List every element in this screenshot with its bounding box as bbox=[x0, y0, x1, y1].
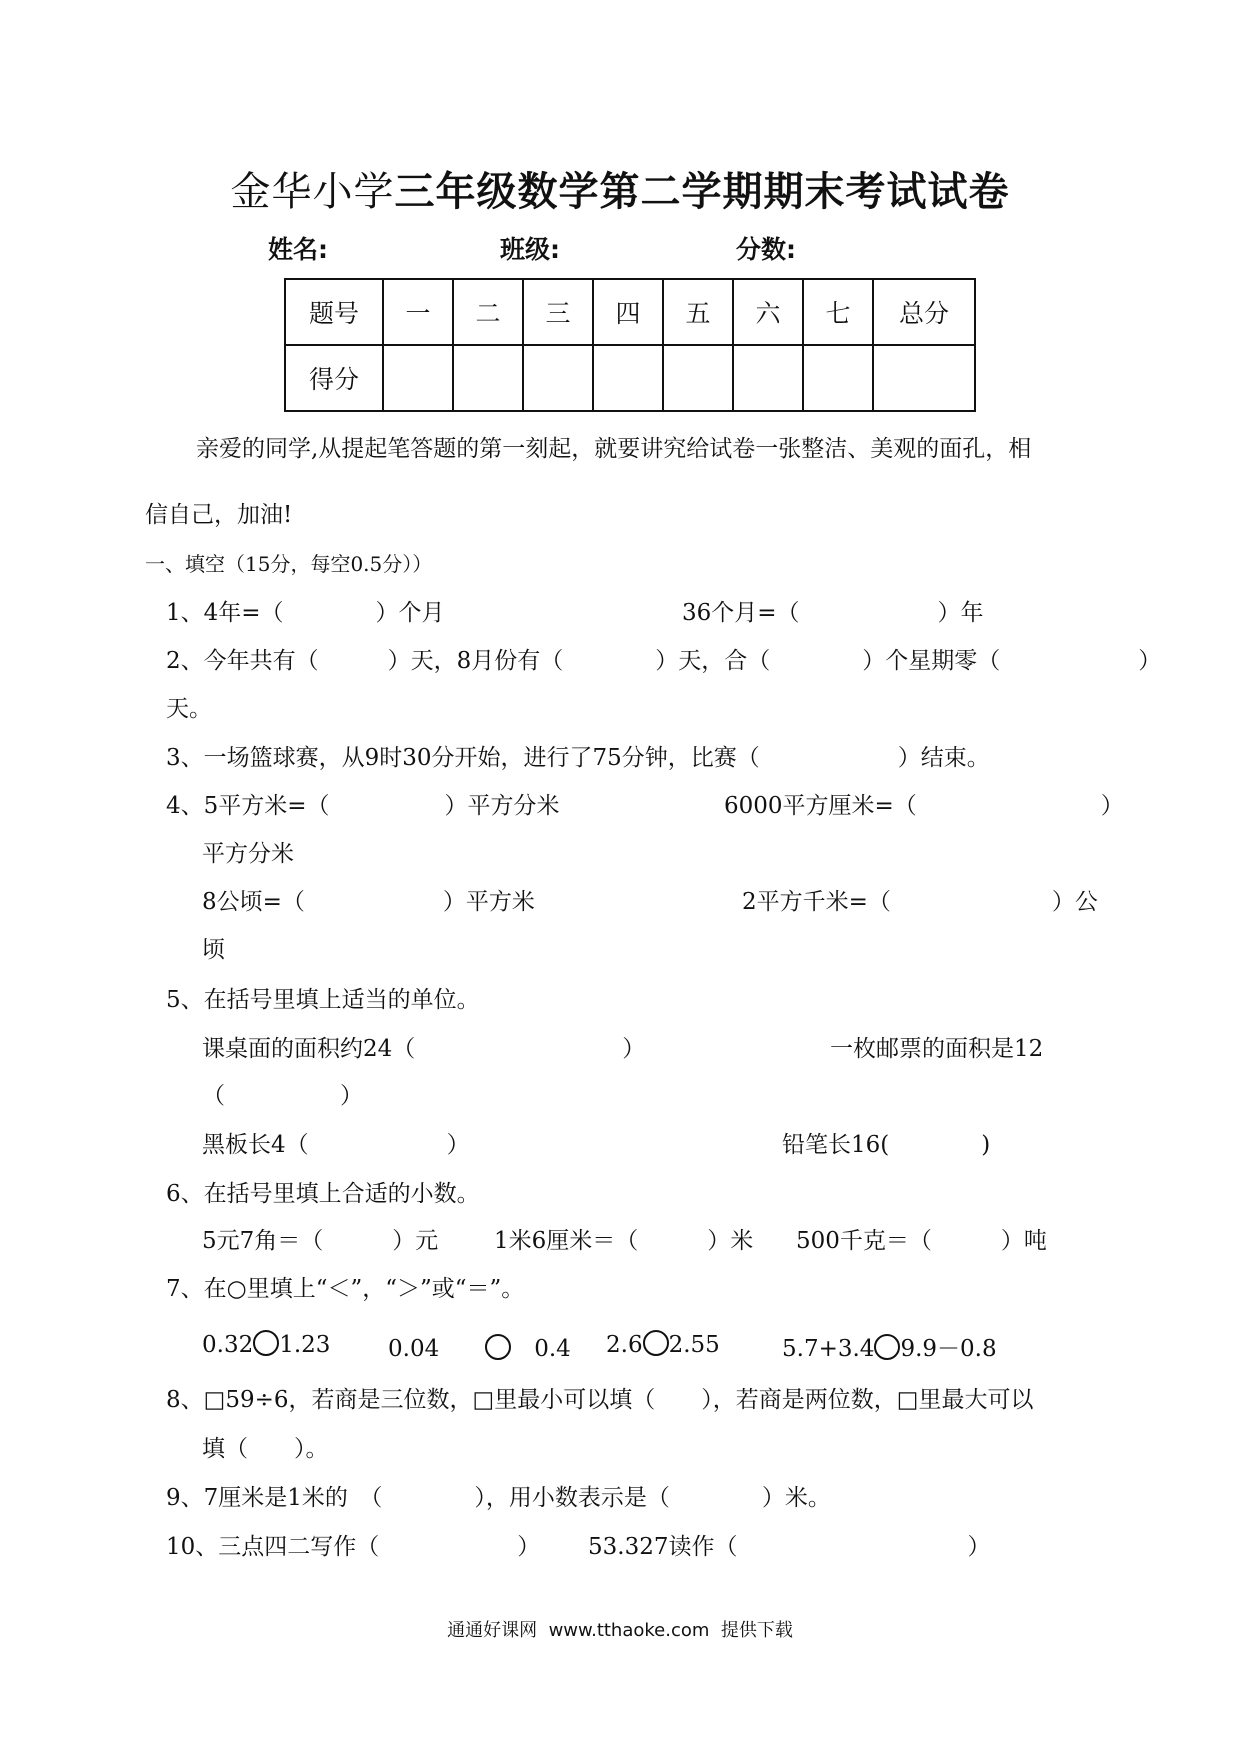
score-cell[interactable] bbox=[663, 345, 733, 411]
header-cell: 一 bbox=[383, 279, 453, 345]
question-10a: 10、三点四二写作（ ） bbox=[166, 1534, 541, 1560]
question-6a: 5元7角＝（ ）元 bbox=[202, 1228, 439, 1254]
question-5d: 黑板长4（ ） bbox=[202, 1132, 470, 1158]
question-2b: 天。 bbox=[166, 696, 212, 722]
question-5e: 铅笔长16( ) bbox=[782, 1132, 991, 1158]
score-table-score-row bbox=[285, 345, 975, 411]
question-7: 7、在○里填上“＜”，“＞”或“＝”。 bbox=[166, 1276, 525, 1302]
score-cell[interactable] bbox=[383, 345, 453, 411]
header-cell: 七 bbox=[803, 279, 873, 345]
header-cell: 总分 bbox=[873, 279, 975, 345]
compare-circle[interactable] bbox=[485, 1334, 511, 1360]
title-school: 金华小学 bbox=[230, 169, 395, 215]
score-table-header-row bbox=[285, 279, 975, 345]
class-label: 班级: bbox=[500, 235, 560, 264]
score-cell[interactable] bbox=[873, 345, 975, 411]
compare-item-2 bbox=[388, 1330, 571, 1363]
question-1a: 1、4年=（ ）个月 bbox=[166, 600, 445, 626]
compare-left: 5.7+3.4 bbox=[782, 1336, 875, 1362]
compare-circle[interactable] bbox=[874, 1334, 900, 1360]
question-4f: 顷 bbox=[202, 937, 225, 963]
question-3: 3、一场篮球赛，从9时30分开始，进行了75分钟，比赛（ ）结束。 bbox=[166, 745, 990, 771]
compare-right: 2.55 bbox=[668, 1332, 720, 1358]
question-5a: 课桌面的面积约24（ ） bbox=[202, 1036, 646, 1062]
compare-item-1 bbox=[202, 1330, 330, 1358]
score-label: 分数: bbox=[736, 235, 796, 264]
question-5: 5、在括号里填上适当的单位。 bbox=[166, 987, 480, 1013]
question-4d: 8公顷=（ ）平方米 bbox=[202, 889, 535, 915]
question-1b: 36个月=（ ）年 bbox=[682, 600, 984, 626]
question-4c: 平方分米 bbox=[202, 841, 294, 867]
question-9: 9、7厘米是1米的 （ ），用小数表示是（ ）米。 bbox=[166, 1485, 831, 1511]
compare-right: 9.9－0.8 bbox=[900, 1336, 997, 1362]
greeting-line-2: 信自己，加油! bbox=[145, 502, 293, 528]
compare-right: 1.23 bbox=[279, 1332, 331, 1358]
header-cell: 二 bbox=[453, 279, 523, 345]
title-exam: 三年级数学第二学期期末考试试卷 bbox=[394, 168, 1010, 215]
compare-item-3 bbox=[606, 1330, 720, 1358]
score-cell[interactable] bbox=[803, 345, 873, 411]
question-6b: 1米6厘米＝（ ）米 bbox=[494, 1228, 754, 1254]
question-2a: 2、今年共有（ ）天，8月份有（ ）天，合（ ）个星期零（ ） bbox=[166, 648, 1162, 674]
header-cell: 题号 bbox=[285, 279, 383, 345]
compare-item-4 bbox=[782, 1330, 997, 1363]
name-label: 姓名: bbox=[268, 235, 328, 264]
question-10b: 53.327读作（ ） bbox=[588, 1534, 991, 1560]
compare-circle[interactable] bbox=[253, 1330, 279, 1356]
question-5b: 一枚邮票的面积是12 bbox=[830, 1036, 1044, 1062]
header-cell: 五 bbox=[663, 279, 733, 345]
score-cell[interactable] bbox=[523, 345, 593, 411]
compare-right: 0.4 bbox=[534, 1336, 571, 1362]
question-4e: 2平方千米=（ ）公 bbox=[742, 889, 1098, 915]
question-4b: 6000平方厘米=（ ） bbox=[724, 793, 1124, 819]
greeting-line-1: 亲爱的同学,从提起笔答题的第一刻起，就要讲究给试卷一张整洁、美观的面孔，相 bbox=[196, 436, 1032, 462]
page-title bbox=[0, 160, 1240, 217]
header-cell: 四 bbox=[593, 279, 663, 345]
compare-left: 0.32 bbox=[202, 1332, 254, 1358]
question-6: 6、在括号里填上合适的小数。 bbox=[166, 1181, 480, 1207]
question-6c: 500千克＝（ ）吨 bbox=[796, 1228, 1047, 1254]
question-8b: 填（ ）。 bbox=[202, 1436, 329, 1462]
question-8a: 8、□59÷6，若商是三位数，□里最小可以填（ ），若商是两位数，□里最大可以 bbox=[166, 1387, 1034, 1413]
footer-text: 通通好课网 www.tthaoke.com 提供下载 bbox=[447, 1620, 793, 1641]
score-cell[interactable] bbox=[453, 345, 523, 411]
score-row-label: 得分 bbox=[285, 345, 383, 411]
compare-circle[interactable] bbox=[643, 1330, 669, 1356]
compare-left: 2.6 bbox=[606, 1332, 643, 1358]
header-cell: 六 bbox=[733, 279, 803, 345]
score-cell[interactable] bbox=[733, 345, 803, 411]
section-heading: 一、填空（15分，每空0.5分）） bbox=[145, 552, 433, 576]
header-cell: 三 bbox=[523, 279, 593, 345]
compare-left: 0.04 bbox=[388, 1336, 440, 1362]
question-5c: （ ） bbox=[202, 1083, 363, 1109]
score-cell[interactable] bbox=[593, 345, 663, 411]
question-4a: 4、5平方米=（ ）平方分米 bbox=[166, 793, 560, 819]
score-table bbox=[284, 278, 976, 412]
